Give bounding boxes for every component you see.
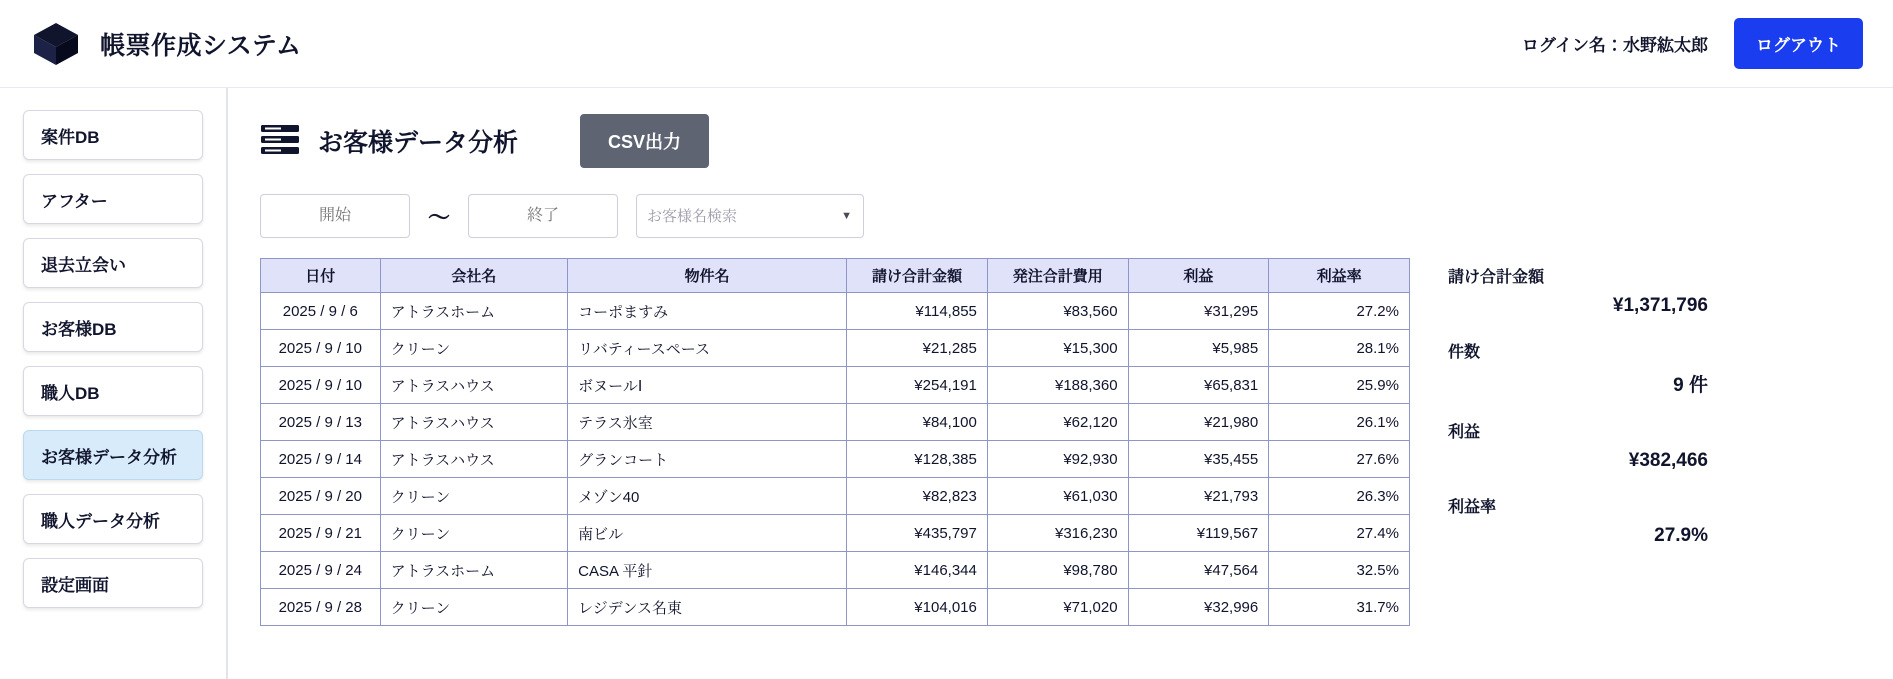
cell-date: 2025 / 9 / 10 [261,330,381,367]
sidebar-item-shokunin-db[interactable] [23,366,203,416]
title-row [260,110,1893,172]
cell-rate: 27.4% [1269,515,1410,552]
cell-rate: 27.6% [1269,441,1410,478]
list-icon [260,124,300,158]
summary-count-label: 件数 [1448,344,1481,361]
cell-date: 2025 / 9 / 6 [261,293,381,330]
cell-company: アトラスホーム [380,552,568,589]
chevron-down-icon: ▼ [841,210,853,222]
customer-select-wrapper [636,194,864,238]
cell-rate: 31.7% [1269,589,1410,626]
cell-company: クリーン [380,589,568,626]
sidebar-item-label: 案件DB [41,127,100,147]
cell-total: ¥82,823 [847,478,988,515]
cell-cost: ¥15,300 [987,330,1128,367]
sidebar-item-label: お客様データ分析 [41,447,177,467]
cell-property: コーポますみ [568,293,847,330]
customer-data-table [260,258,1410,626]
table-row[interactable] [261,367,1410,404]
cell-cost: ¥316,230 [987,515,1128,552]
sidebar-item-taikyo[interactable] [23,238,203,288]
cell-company: アトラスハウス [380,404,568,441]
customer-search-select[interactable] [636,194,864,238]
cell-date: 2025 / 9 / 14 [261,441,381,478]
cell-property: メゾン40 [568,478,847,515]
cell-date: 2025 / 9 / 13 [261,404,381,441]
table-row[interactable] [261,293,1410,330]
cell-total: ¥128,385 [847,441,988,478]
cell-rate: 26.1% [1269,404,1410,441]
cell-company: クリーン [380,515,568,552]
sidebar-item-anken-db[interactable] [23,110,203,160]
cell-profit: ¥5,985 [1128,330,1269,367]
cell-property: リバティースペース [568,330,847,367]
cell-date: 2025 / 9 / 24 [261,552,381,589]
cell-rate: 26.3% [1269,478,1410,515]
page-title: お客様データ分析 [318,129,519,157]
cell-total: ¥21,285 [847,330,988,367]
cell-profit: ¥21,793 [1128,478,1269,515]
app-header [0,0,1893,88]
cube-icon [30,18,82,70]
table-row[interactable] [261,515,1410,552]
cell-total: ¥146,344 [847,552,988,589]
col-profit: 利益 [1128,259,1269,293]
col-property: 物件名 [568,259,847,293]
col-date: 日付 [261,259,381,293]
table-header-row [261,259,1410,293]
cell-total: ¥254,191 [847,367,988,404]
summary-profit-label: 利益 [1448,424,1481,441]
cell-property: グランコート [568,441,847,478]
summary-total-value: ¥1,371,796 [1612,295,1708,316]
brand [30,18,302,70]
cell-company: アトラスハウス [380,367,568,404]
cell-profit: ¥65,831 [1128,367,1269,404]
cell-property: CASA 平針 [568,552,847,589]
sidebar-item-okyakusama-db[interactable] [23,302,203,352]
cell-total: ¥435,797 [847,515,988,552]
cell-rate: 32.5% [1269,552,1410,589]
sidebar-item-settings[interactable] [23,558,203,608]
cell-date: 2025 / 9 / 28 [261,589,381,626]
sidebar-item-label: 設定画面 [41,575,109,595]
cell-company: アトラスハウス [380,441,568,478]
cell-rate: 27.2% [1269,293,1410,330]
cell-profit: ¥21,980 [1128,404,1269,441]
table-row[interactable] [261,404,1410,441]
summary-total-label: 請け合計金額 [1448,269,1545,286]
cell-property: 南ビル [568,515,847,552]
cell-company: クリーン [380,478,568,515]
cell-company: クリーン [380,330,568,367]
summary-panel [1448,258,1708,626]
sidebar-item-label: 職人データ分析 [41,511,160,531]
range-separator: ～ [428,204,451,230]
summary-profit-value: ¥382,466 [1628,450,1708,471]
cell-profit: ¥119,567 [1128,515,1269,552]
sidebar-item-after[interactable] [23,174,203,224]
cell-profit: ¥32,996 [1128,589,1269,626]
cell-profit: ¥35,455 [1128,441,1269,478]
cell-total: ¥114,855 [847,293,988,330]
col-company: 会社名 [380,259,568,293]
csv-export-button[interactable]: CSV出力 [580,114,709,168]
body-wrapper [0,88,1893,679]
col-cost: 発注合計費用 [987,259,1128,293]
brand-title: 帳票作成システム [100,31,302,60]
sidebar-item-shokunin-bunseki[interactable] [23,494,203,544]
cell-property: レジデンス名東 [568,589,847,626]
cell-cost: ¥62,120 [987,404,1128,441]
cell-date: 2025 / 9 / 21 [261,515,381,552]
cell-profit: ¥47,564 [1128,552,1269,589]
cell-company: アトラスホーム [380,293,568,330]
end-date-input[interactable] [468,194,618,238]
summary-rate-value: 27.9% [1654,525,1708,546]
sidebar-item-okyakusama-bunseki[interactable] [23,430,203,480]
cell-total: ¥84,100 [847,404,988,441]
table-row[interactable] [261,330,1410,367]
cell-cost: ¥98,780 [987,552,1128,589]
col-rate: 利益率 [1269,259,1410,293]
header-right [1522,18,1863,69]
cell-cost: ¥92,930 [987,441,1128,478]
sidebar-item-label: 職人DB [41,383,100,403]
filter-bar [260,188,1893,244]
logout-button[interactable]: ログアウト [1734,18,1863,69]
cell-cost: ¥188,360 [987,367,1128,404]
summary-count-value: 9 件 [1673,375,1708,396]
sidebar-item-label: お客様DB [41,319,117,339]
table-row[interactable] [261,589,1410,626]
sidebar [0,88,228,679]
cell-total: ¥104,016 [847,589,988,626]
results-area [260,258,1893,626]
cell-cost: ¥71,020 [987,589,1128,626]
cell-cost: ¥83,560 [987,293,1128,330]
sidebar-item-label: アフター [41,191,108,211]
cell-rate: 28.1% [1269,330,1410,367]
cell-date: 2025 / 9 / 10 [261,367,381,404]
cell-rate: 25.9% [1269,367,1410,404]
table-row[interactable] [261,478,1410,515]
sidebar-item-label: 退去立会い [41,255,126,275]
cell-cost: ¥61,030 [987,478,1128,515]
login-name: ログイン名：水野紘太郎 [1521,36,1708,55]
summary-rate-label: 利益率 [1448,499,1497,516]
cell-date: 2025 / 9 / 20 [261,478,381,515]
start-date-input[interactable] [260,194,410,238]
cell-property: ボヌールⅠ [568,367,847,404]
cell-property: テラス氷室 [568,404,847,441]
cell-profit: ¥31,295 [1128,293,1269,330]
table-row[interactable] [261,441,1410,478]
col-total: 請け合計金額 [847,259,988,293]
table-row[interactable] [261,552,1410,589]
main-content [228,88,1893,679]
